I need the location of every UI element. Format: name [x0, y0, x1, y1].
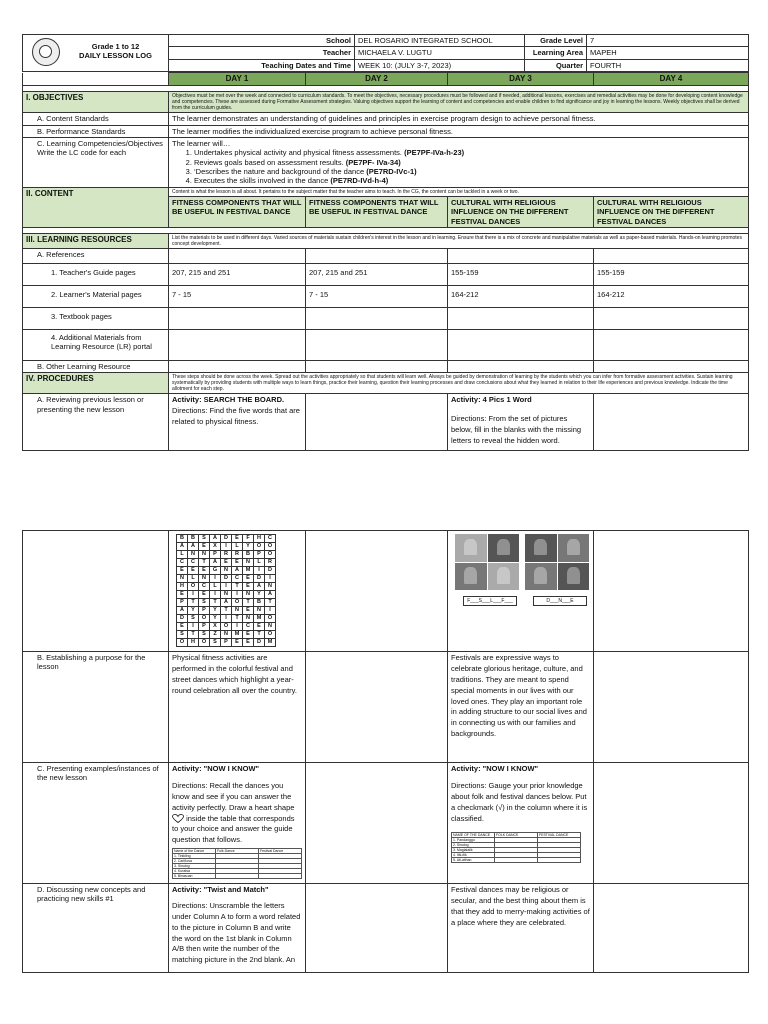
word-search-letter: X: [210, 543, 221, 551]
learning-area-label: Learning Area: [525, 47, 587, 59]
word-search-letter: Y: [243, 543, 254, 551]
procedures-note: These steps should be done across the week. Spread out the activities appropriately so that students will learn well. Always be guided by demonstration of learning by the students which you can infer from formative assessment activities. Sustain learning systematically by providing students with multiple ways to learn things, practice their learning, question their learning processes and draw conclusions about what they learned in relation to their life experiences and previous knowledge. Indicate the time allotment for each step.: [169, 373, 749, 394]
activity-title: Activity: "NOW I KNOW": [172, 764, 260, 773]
dance-classification-table-2: NAME OF THE DANCE FOLK DANCE FESTIVAL DANCE 1. Pandanggo 2. Sinulog 3. Maglalatik 4. Itik-itik 5. Ati-atihan: [451, 832, 581, 863]
word-search-letter: E: [243, 607, 254, 615]
lm-day-2: 7 - 15: [306, 285, 448, 307]
word-search-letter: O: [177, 639, 188, 647]
word-search-letter: E: [243, 583, 254, 591]
word-search-letter: P: [199, 623, 210, 631]
word-search-letter: E: [254, 623, 265, 631]
word-search-letter: T: [199, 559, 210, 567]
word-search-letter: S: [199, 599, 210, 607]
word-search-letter: O: [221, 623, 232, 631]
procedures-table-continued: [22, 530, 749, 973]
word-search-letter: O: [265, 631, 276, 639]
word-search-letter: L: [232, 543, 243, 551]
word-search-letter: A: [265, 591, 276, 599]
heart-icon: [172, 814, 184, 823]
word-search-letter: E: [188, 567, 199, 575]
word-search-letter: R: [232, 551, 243, 559]
word-search-letter: I: [188, 623, 199, 631]
day-3-header: DAY 3: [448, 73, 594, 86]
proc-a-label: A. Reviewing previous lesson or presenting the new lesson: [23, 394, 169, 451]
competency-item: 2. Reviews goals based on assessment results. (PE7PF- IVa-34): [194, 158, 745, 167]
word-search-letter: I: [232, 623, 243, 631]
word-search-letter: N: [232, 607, 243, 615]
word-search-letter: R: [265, 559, 276, 567]
word-search-letter: G: [210, 567, 221, 575]
main-table: [22, 72, 749, 451]
word-search-letter: N: [265, 583, 276, 591]
learning-area-value: MAPEH: [587, 47, 749, 59]
word-search-letter: D: [177, 615, 188, 623]
word-search-letter: O: [254, 543, 265, 551]
content-note: Content is what the lesson is all about. It pertains to the subject matter that the teacher aims to teach. In the CG, the content can be tackled in a week or two.: [169, 187, 749, 196]
proc-d-day-3: Festival dances may be religious or secular, and the best thing about them is that they add to merry-making activities of a place where they are celebrated.: [448, 884, 594, 973]
word-search-letter: I: [210, 591, 221, 599]
word-search-letter: D: [265, 567, 276, 575]
word-search-letter: L: [188, 575, 199, 583]
tg-day-1: 207, 215 and 251: [169, 263, 306, 285]
word-search-letter: T: [243, 599, 254, 607]
word-search-letter: E: [177, 623, 188, 631]
answer-blank-1: F___S___L___F___: [463, 596, 517, 606]
word-search-row: [177, 551, 276, 559]
word-search-letter: I: [221, 543, 232, 551]
references-label: A. References: [23, 248, 169, 263]
other-resources-label: B. Other Learning Resource: [23, 360, 169, 372]
proc-c-day-3: [448, 763, 594, 884]
word-search-letter: E: [232, 559, 243, 567]
word-search-letter: P: [221, 639, 232, 647]
word-search-letter: C: [243, 623, 254, 631]
proc-d-day-1: [169, 884, 306, 973]
dance-classification-table-1: Name of the Dance Folk Dance Festival Dance 1. Tinikling 2. Cariñosa 3. Sinulog 4. Kuratsa 5. Binasuan: [172, 848, 302, 879]
competency-item: 1. Undertakes physical activity and physical fitness assessments. (PE7PF-IVa-h-23): [194, 148, 745, 157]
word-search-letter: I: [254, 567, 265, 575]
word-search-row: [177, 599, 276, 607]
word-search-row: [177, 639, 276, 647]
header-table: [22, 34, 749, 72]
activity-directions: Directions: Unscramble the letters under Column A to form a word related to the picture in Column B and write the word on the 1st blank in Column A/B then write the number of the matching picture in the 2nd blank. An: [172, 900, 301, 965]
dates-label: Teaching Dates and Time: [169, 59, 355, 71]
content-day-2: FITNESS COMPONENTS THAT WILL BE USEFUL IN FESTIVAL DANCE: [306, 196, 448, 227]
word-search-letter: D: [221, 535, 232, 543]
word-search-letter: N: [243, 591, 254, 599]
content-day-4: CULTURAL WITH RELIGIOUS INFLUENCE ON THE DIFFERENT FESTIVAL DANCES: [594, 196, 749, 227]
word-search-letter: I: [188, 591, 199, 599]
word-search-letter: O: [199, 615, 210, 623]
word-search-letter: T: [221, 607, 232, 615]
word-search-letter: T: [188, 631, 199, 639]
word-search-letter: B: [177, 535, 188, 543]
word-search-letter: A: [210, 535, 221, 543]
word-search-letter: N: [177, 575, 188, 583]
teacher-value: MICHAELA V. LUGTU: [355, 47, 525, 59]
activity-directions: Directions: Recall the dances you know and see if you can answer the activity perfectly. Draw a heart shape inside the table that corresponds to your choice and answer the guide question that follows.: [172, 780, 295, 845]
day-2-header: DAY 2: [306, 73, 448, 86]
content-day-1: FITNESS COMPONENTS THAT WILL BE USEFUL IN FESTIVAL DANCE: [169, 196, 306, 227]
word-search-letter: E: [199, 543, 210, 551]
teachers-guide-label: 1. Teacher's Guide pages: [23, 263, 169, 285]
activity-directions: Directions: Find the five words that are related to physical fitness.: [172, 406, 300, 426]
resources-note: List the materials to be used in different days. Varied sources of materials sustain children's interest in the lesson and in learning. Ensure that there is a mix of concrete and manipulative materials as well as paper-based materials. Hands-on learning promotes concept development.: [169, 233, 749, 248]
word-search-letter: B: [254, 599, 265, 607]
word-search-letter: Y: [254, 591, 265, 599]
day-1-header: DAY 1: [169, 73, 306, 86]
grade-range: Grade 1 to 12: [91, 41, 140, 51]
word-search-letter: C: [188, 559, 199, 567]
procedures-title: IV. PROCEDURES: [23, 373, 169, 394]
objectives-note: Objectives must be met over the week and connected to curriculum standards. To meet the objectives, necessary procedures must be followed and if needed, additional lessons, exercises and remedial activities may be done for developing content knowledge and competencies. These are assessed during Formative Assessment strategies. Valuing objectives support the learning of content and competencies and enable children to find significance and joy in learning the lessons. Weekly objectives shall be derived from the curriculum guides.: [169, 92, 749, 113]
word-search-letter: O: [265, 551, 276, 559]
word-search-letter: D: [221, 575, 232, 583]
content-day-3: CULTURAL WITH RELIGIOUS INFLUENCE ON THE DIFFERENT FESTIVAL DANCES: [448, 196, 594, 227]
proc-a-day-3: [448, 394, 594, 451]
word-search-letter: C: [265, 535, 276, 543]
word-search-letter: E: [232, 535, 243, 543]
objectives-title: I. OBJECTIVES: [23, 92, 169, 113]
word-search-letter: I: [221, 583, 232, 591]
content-standards-text: The learner demonstrates an understanding of guidelines and principles in exercise program design to achieve personal fitness.: [169, 113, 749, 125]
word-search-letter: O: [265, 543, 276, 551]
lesson-log-page-2: [22, 530, 748, 973]
four-pics-images: [455, 534, 590, 606]
word-search-letter: L: [254, 559, 265, 567]
proc-b-day-3: Festivals are expressive ways to celebrate glorious heritage, culture, and traditions. They are meant to spend special moments in our lives with our loved ones. They play an important role in adding structure to our social lives and in connecting us with our families and backgrounds.: [448, 652, 594, 763]
word-search-letter: B: [188, 535, 199, 543]
word-search-letter: N: [199, 551, 210, 559]
word-search-letter: N: [265, 623, 276, 631]
word-search-letter: T: [254, 631, 265, 639]
word-search-letter: N: [254, 607, 265, 615]
proc-b-label: B. Establishing a purpose for the lesson: [23, 652, 169, 763]
word-search-letter: O: [232, 599, 243, 607]
word-search-letter: M: [254, 615, 265, 623]
proc-b-day-1: Physical fitness activities are performed in the colorful festival and street dances which highlight a year-round celebration all over the country.: [169, 652, 306, 763]
competencies-items: [172, 148, 745, 186]
word-search-letter: Y: [210, 615, 221, 623]
quarter-value: FOURTH: [587, 59, 749, 71]
word-search-letter: A: [221, 599, 232, 607]
word-search-letter: E: [177, 567, 188, 575]
word-search-letter: S: [199, 535, 210, 543]
word-search-letter: S: [210, 639, 221, 647]
word-search-letter: N: [221, 631, 232, 639]
word-search-letter: F: [243, 535, 254, 543]
word-search-letter: I: [210, 575, 221, 583]
log-title: DAILY LESSON LOG: [79, 51, 152, 60]
word-search-row: [177, 535, 276, 543]
word-search-letter: S: [177, 631, 188, 639]
word-search-row: [177, 591, 276, 599]
activity-title: Activity: SEARCH THE BOARD.: [172, 395, 285, 405]
word-search-letter: A: [210, 559, 221, 567]
word-search-letter: N: [243, 615, 254, 623]
word-search-letter: T: [232, 615, 243, 623]
word-search-letter: P: [254, 551, 265, 559]
grade-level-value: 7: [587, 35, 749, 47]
word-search-letter: H: [188, 639, 199, 647]
word-search-row: [177, 631, 276, 639]
word-search-letter: S: [188, 615, 199, 623]
word-search-letter: E: [243, 575, 254, 583]
word-search-letter: N: [243, 559, 254, 567]
lm-day-4: 164-212: [594, 285, 749, 307]
word-search-letter: O: [199, 639, 210, 647]
dates-value: WEEK 10: (JULY 3-7, 2023): [355, 59, 525, 71]
word-search-letter: S: [199, 631, 210, 639]
header-logo-cell: [23, 35, 169, 72]
word-search-letter: M: [243, 567, 254, 575]
learning-competencies-label: C. Learning Competencies/Objectives Write the LC code for each: [23, 137, 169, 187]
word-search-letter: E: [232, 639, 243, 647]
word-search-letter: H: [254, 535, 265, 543]
word-search-letter: M: [265, 639, 276, 647]
quarter-label: Quarter: [525, 59, 587, 71]
textbook-pages-label: 3. Textbook pages: [23, 307, 169, 329]
word-search-letter: N: [221, 567, 232, 575]
deped-seal-logo: [32, 38, 60, 66]
school-label: School: [169, 35, 355, 47]
activity-title: Activity: "Twist and Match": [172, 885, 269, 894]
word-search-letter: O: [188, 583, 199, 591]
word-search-row: [177, 567, 276, 575]
word-search-letter: A: [177, 543, 188, 551]
word-search-row: [177, 623, 276, 631]
performance-standards-text: The learner modifies the individualized exercise program to achieve personal fitness.: [169, 125, 749, 137]
word-search-letter: E: [199, 567, 210, 575]
word-search-letter: A: [188, 543, 199, 551]
tg-day-2: 207, 215 and 251: [306, 263, 448, 285]
competencies-intro: The learner will…: [172, 138, 231, 148]
activity-title: Activity: 4 Pics 1 Word: [451, 395, 532, 405]
word-search-letter: I: [265, 607, 276, 615]
activity-title: Activity: "NOW I KNOW": [451, 764, 539, 773]
word-search-row: [177, 543, 276, 551]
answer-blank-2: D___N___E: [533, 596, 587, 606]
word-search-letter: Y: [188, 607, 199, 615]
word-search-letter: L: [210, 583, 221, 591]
lm-day-1: 7 - 15: [169, 285, 306, 307]
word-search-letter: T: [188, 599, 199, 607]
learners-material-label: 2. Learner's Material pages: [23, 285, 169, 307]
word-search-letter: I: [265, 575, 276, 583]
word-search-letter: C: [177, 559, 188, 567]
activity-directions: Directions: Gauge your prior knowledge about folk and festival dances below. Put a checkmark (√) in the column where it is classified.: [451, 780, 588, 823]
word-search-row: [177, 559, 276, 567]
word-search-row: [177, 575, 276, 583]
learning-competencies-list: [169, 137, 749, 187]
word-search-letter: P: [210, 551, 221, 559]
lesson-log-page-1: [22, 34, 748, 451]
word-search-letter: X: [210, 623, 221, 631]
dance-pictures: [525, 534, 589, 590]
word-search-letter: A: [232, 567, 243, 575]
word-search-letter: E: [199, 591, 210, 599]
word-search-letter: A: [177, 607, 188, 615]
word-search-letter: N: [221, 591, 232, 599]
word-search-letter: E: [243, 631, 254, 639]
lm-day-3: 164-212: [448, 285, 594, 307]
proc-c-label: C. Presenting examples/instances of the new lesson: [23, 763, 169, 884]
word-search-letter: B: [243, 551, 254, 559]
word-search-letter: D: [254, 639, 265, 647]
word-search-letter: T: [265, 599, 276, 607]
proc-d-label: D. Discussing new concepts and practicing new skills #1: [23, 884, 169, 973]
activity-directions: Directions: From the set of pictures below, fill in the blanks with the missing letters to reveal the hidden word.: [451, 414, 582, 445]
word-search-letter: E: [243, 639, 254, 647]
word-search-cell: [169, 531, 306, 652]
word-search-letter: H: [177, 583, 188, 591]
content-title: II. CONTENT: [23, 187, 169, 227]
word-search-letter: N: [199, 575, 210, 583]
four-pics-cell: [448, 531, 594, 652]
word-search-letter: P: [199, 607, 210, 615]
proc-a-day-1: [169, 394, 306, 451]
resources-title: III. LEARNING RESOURCES: [23, 233, 169, 248]
content-standards-label: A. Content Standards: [23, 113, 169, 125]
festival-pictures: [455, 534, 519, 590]
tg-day-3: 155-159: [448, 263, 594, 285]
day-4-header: DAY 4: [594, 73, 749, 86]
competency-item: 3. ‘Describes the nature and background of the dance (PE7RD-IVc-1): [194, 167, 745, 176]
word-search-letter: T: [210, 599, 221, 607]
word-search-letter: O: [265, 615, 276, 623]
word-search-letter: P: [177, 599, 188, 607]
word-search-letter: E: [221, 559, 232, 567]
additional-materials-label: 4. Additional Materials from Learning Resource (LR) portal: [23, 329, 169, 360]
word-search-letter: E: [177, 591, 188, 599]
word-search-row: [177, 607, 276, 615]
word-search-letter: R: [221, 551, 232, 559]
grade-level-label: Grade Level: [525, 35, 587, 47]
word-search-letter: I: [221, 615, 232, 623]
word-search-letter: Y: [210, 607, 221, 615]
word-search-letter: I: [232, 591, 243, 599]
word-search-letter: C: [199, 583, 210, 591]
word-search-letter: Z: [210, 631, 221, 639]
proc-c-day-1: [169, 763, 306, 884]
competency-item: 4. Executes the skills involved in the dance (PE7RD-IVd-h-4): [194, 176, 745, 185]
word-search-letter: L: [177, 551, 188, 559]
word-search-letter: C: [232, 575, 243, 583]
word-search-letter: D: [254, 575, 265, 583]
word-search-letter: T: [232, 583, 243, 591]
word-search-row: [177, 615, 276, 623]
word-search-letter: M: [232, 631, 243, 639]
school-value: DEL ROSARIO INTEGRATED SCHOOL: [355, 35, 525, 47]
performance-standards-label: B. Performance Standards: [23, 125, 169, 137]
word-search-letter: A: [254, 583, 265, 591]
word-search-row: [177, 583, 276, 591]
teacher-label: Teacher: [169, 47, 355, 59]
word-search-letter: N: [188, 551, 199, 559]
word-search-grid: [176, 534, 276, 647]
tg-day-4: 155-159: [594, 263, 749, 285]
